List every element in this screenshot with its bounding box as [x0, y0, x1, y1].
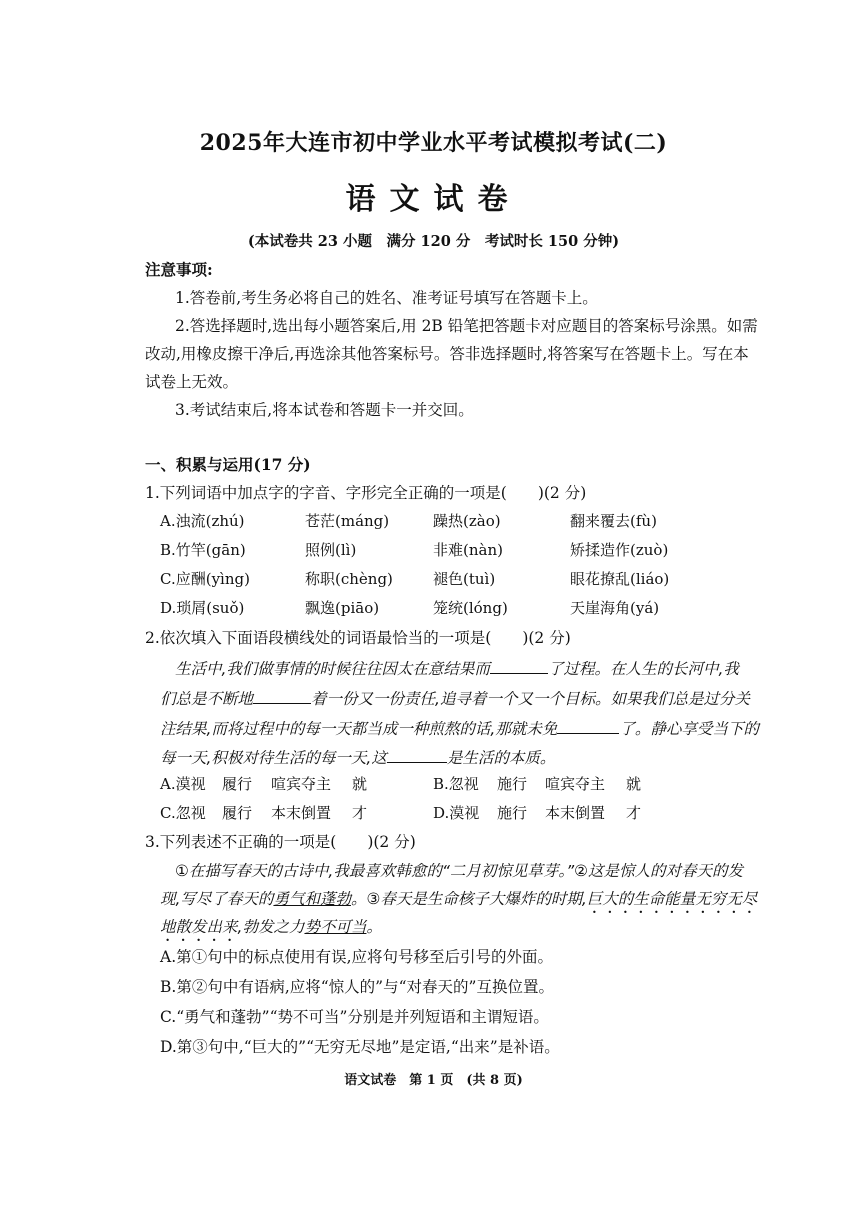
q2-blank-4	[387, 748, 447, 763]
q2-option-b: B.忽视	[433, 775, 479, 793]
q1-word: 翻来覆去(fù)	[570, 512, 657, 530]
q3-passage-line-3: 地散发出来,勃发之力势不可当。	[160, 918, 382, 936]
q2-blank-1	[490, 659, 548, 674]
q1-word: 眼花撩乱(liáo)	[570, 570, 670, 588]
q1-option-d: D.琐屑(suǒ)	[160, 599, 245, 617]
q1-word: 飘逸(piāo)	[305, 599, 380, 617]
q2-passage-line-1: 生活中,我们做事情的时候往往因太在意结果而 了过程。在人生的长河中,我	[175, 660, 739, 678]
q2-option-d: D.漠视	[433, 804, 480, 822]
q2-blank-2	[253, 689, 311, 704]
page-footer: 语文试卷 第 1 页 (共 8 页)	[344, 1073, 523, 1088]
q2-word: 履行	[222, 775, 253, 793]
q1-word: 照例(lì)	[305, 541, 357, 559]
q2-word: 施行	[497, 775, 528, 793]
q2-word: 履行	[222, 804, 253, 822]
q2-word: 喧宾夺主	[545, 775, 606, 793]
q1-word: 称职(chèng)	[305, 570, 393, 588]
subject-title: 语文试卷	[345, 182, 522, 217]
exam-title: 2025年大连市初中学业水平考试模拟考试(二)	[199, 130, 668, 156]
q3-option-a: A.第①句中的标点使用有误,应将句号移至后引号的外面。	[160, 948, 554, 966]
question-1-stem: 1.下列词语中加点字的字音、字形完全正确的一项是( )(2 分)	[145, 484, 587, 502]
q3-passage-line-2: 现,写尽了春天的勇气和蓬勃。③春天是生命核子大爆炸的时期,巨大的生命能量无穷无尽	[160, 890, 758, 908]
notice-item-1: 1.答卷前,考生务必将自己的姓名、准考证号填写在答题卡上。	[175, 289, 598, 307]
q2-option-a: A.漠视	[160, 775, 206, 793]
q1-word: 笼统(lóng)	[433, 599, 508, 617]
notice-item-3: 3.考试结束后,将本试卷和答题卡一并交回。	[175, 401, 474, 419]
exam-info: (本试卷共 23 小题 满分 120 分 考试时长 150 分钟)	[247, 233, 620, 250]
q1-word: 苍茫(máng)	[305, 512, 390, 530]
q2-blank-3	[557, 719, 619, 734]
underlined-phrase: 勇气和蓬勃	[273, 890, 351, 908]
q3-option-c: C.“勇气和蓬勃”“势不可当”分别是并列短语和主谓短语。	[160, 1008, 549, 1026]
q2-passage-line-4: 每一天,积极对待生活的每一天,这 是生活的本质。	[160, 749, 556, 767]
notice-item-2-cont: 改动,用橡皮擦干净后,再选涂其他答案标号。答非选择题时,将答案写在答题卡上。写在本	[145, 345, 749, 363]
q3-option-d: D.第③句中,“巨大的”“无穷无尽地”是定语,“出来”是补语。	[160, 1038, 560, 1056]
notice-item-2: 2.答选择题时,选出每小题答案后,用 2B 铅笔把答题卡对应题目的答案标号涂黑。如需	[175, 317, 758, 335]
question-3-stem: 3.下列表述不正确的一项是( )(2 分)	[145, 833, 416, 851]
q1-option-a: A.浊流(zhú)	[160, 512, 245, 530]
notice-item-2-end: 试卷上无效。	[145, 373, 239, 391]
q1-word: 褪色(tuì)	[433, 570, 496, 588]
question-2-stem: 2.依次填入下面语段横线处的词语最恰当的一项是( )(2 分)	[145, 629, 571, 647]
q2-passage-line-3: 注结果,而将过程中的每一天都当成一种煎熬的话,那就未免 了。静心享受当下的	[160, 720, 759, 738]
q2-word: 施行	[497, 804, 528, 822]
q2-passage-line-2: 们总是不断地 着一份又一份责任,追寻着一个又一个目标。如果我们总是过分关	[160, 690, 750, 708]
q1-word: 躁热(zào)	[433, 512, 501, 530]
q3-passage-line-1: ①在描写春天的古诗中,我最喜欢韩愈的“二月初惊见草芽。”②这是惊人的对春天的发	[175, 862, 744, 880]
q2-word: 喧宾夺主	[271, 775, 332, 793]
q2-word: 本末倒置	[545, 804, 606, 822]
q1-option-b: B.竹竿(gān)	[160, 541, 246, 559]
underlined-phrase: 势不可当	[304, 918, 367, 936]
q2-word: 就	[626, 775, 642, 793]
q2-word: 本末倒置	[271, 804, 332, 822]
notice-heading: 注意事项:	[145, 260, 213, 279]
q1-word: 矫揉造作(zuò)	[570, 541, 669, 559]
dotted-phrase: 巨大的生命能量无穷无尽	[586, 890, 758, 908]
q1-word: 非难(nàn)	[433, 541, 503, 559]
q1-word: 天崖海角(yá)	[570, 599, 660, 617]
q2-word: 才	[626, 804, 642, 822]
q2-word: 才	[352, 804, 368, 822]
q3-option-b: B.第②句中有语病,应将“惊人的”与“对春天的”互换位置。	[160, 978, 554, 996]
q2-word: 就	[352, 775, 368, 793]
dotted-phrase: 地散发出来	[160, 918, 238, 936]
q1-option-c: C.应酬(yìng)	[160, 570, 250, 588]
q2-option-c: C.忽视	[160, 804, 206, 822]
section-heading: 一、积累与运用(17 分)	[145, 455, 311, 474]
